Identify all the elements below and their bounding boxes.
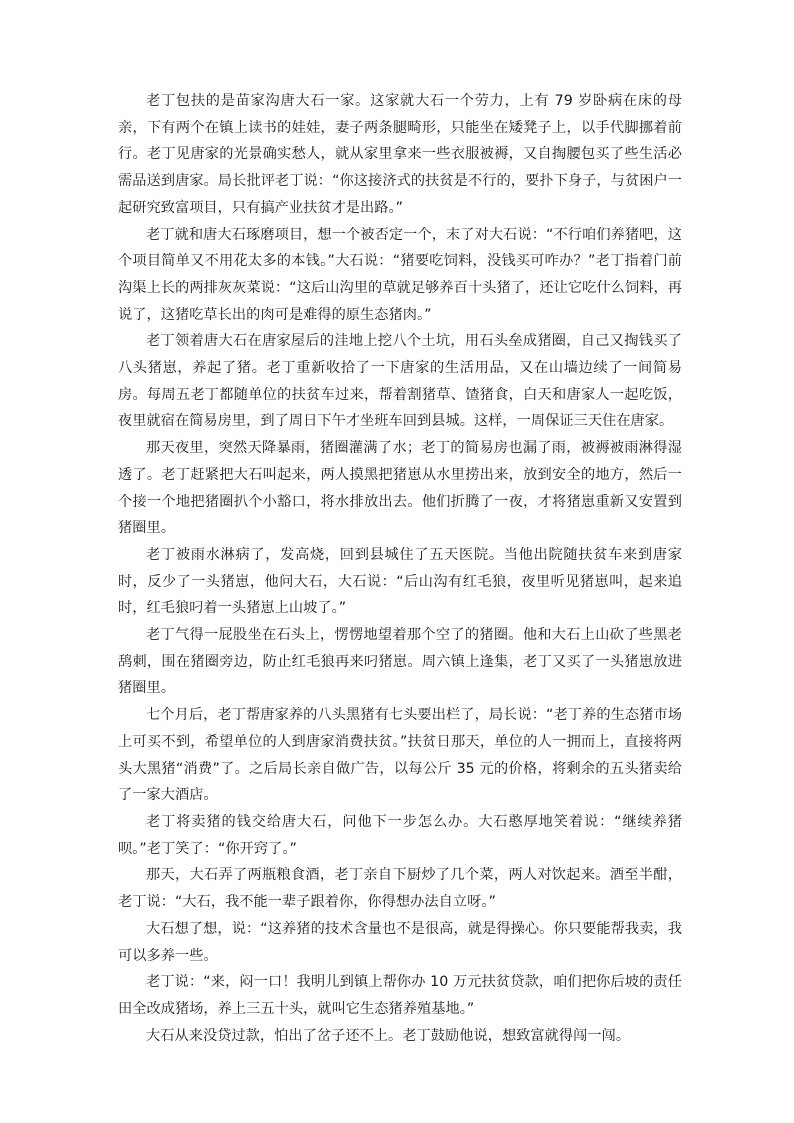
paragraph-1: 老丁包扶的是苗家沟唐大石一家。这家就大石一个劳力，上有 79 岁卧病在床的母亲，下有两个在镇上读书的娃娃，妻子两条腿畸形，只能坐在矮凳子上，以手代脚挪着前行。老丁见唐家的光景确实愁人，就从家里拿来一些衣服被褥，又自掏腰包买了些生活必需品送到唐家。局长批评老丁说：“你这接济式的扶贫是不行的，要扑下身子，与贫困户一起研究致富项目，只有搞产业扶贫才是出路。” [118, 93, 682, 216]
article-body [118, 88, 682, 1049]
paragraph-10: 大石想了想，说：“这养猪的技术含量也不是很高，就是得操心。你只要能帮我卖，我可以多养一些。 [118, 920, 682, 964]
paragraph-7: 七个月后，老丁帮唐家养的八头黑猪有七头要出栏了，局长说：“老丁养的生态猪市场上可买不到，希望单位的人到唐家消费扶贫。”扶贫日那天，单位的人一拥而上，直接将两头大黑猪“消费”了。之后局长亲自做广告，以每公斤 35 元的价格，将剩余的五头猪卖给了一家大酒店。 [118, 707, 682, 804]
paragraph-5: 老丁被雨水淋病了，发高烧，回到县城住了五天医院。当他出院随扶贫车来到唐家时，反少了一头猪崽，他问大石，大石说：“后山沟有红毛狼，夜里听见猪崽叫，起来追时，红毛狼叼着一头猪崽上山坡了。” [118, 546, 682, 617]
paragraph-2: 老丁就和唐大石琢磨项目，想一个被否定一个，末了对大石说：“不行咱们养猪吧，这个项目简单又不用花太多的本钱。”大石说：“猪要吃饲料，没钱买可咋办？”老丁指着门前沟渠上长的两排灰灰菜说：“这后山沟里的草就足够养百十头猪了，还让它吃什么饲料，再说了，这猪吃草长出的肉可是难得的原生态猪肉。” [118, 226, 682, 323]
paragraph-6: 老丁气得一屁股坐在石头上，愣愣地望着那个空了的猪圈。他和大石上山砍了些黑老鸹刺，围在猪圈旁边，防止红毛狼再来叼猪崽。周六镇上逢集，老丁又买了一头猪崽放进猪圈里。 [118, 627, 682, 697]
paragraph-8: 老丁将卖猪的钱交给唐大石，问他下一步怎么办。大石憨厚地笑着说：“继续养猪呗。”老丁笑了：“你开窍了。” [118, 813, 682, 857]
paragraph-9: 那天，大石弄了两瓶粮食酒，老丁亲自下厨炒了几个菜，两人对饮起来。酒至半酣，老丁说：“大石，我不能一辈子跟着你，你得想办法自立呀。” [118, 867, 682, 911]
paragraph-11: 老丁说：“来，闷一口！我明儿到镇上帮你办 10 万元扶贫贷款，咱们把你后坡的责任田全改成猪场，养上三五十头，就叫它生态猪养殖基地。” [118, 974, 682, 1017]
paragraph-4: 那天夜里，突然天降暴雨，猪圈灌满了水；老丁的简易房也漏了雨，被褥被雨淋得湿透了。老丁赶紧把大石叫起来，两人摸黑把猪崽从水里捞出来，放到安全的地方，然后一个接一个地把猪圈扒个小豁口，将水排放出去。他们折腾了一夜，才将猪崽重新又安置到猪圈里。 [118, 440, 682, 537]
paragraph-3: 老丁领着唐大石在唐家屋后的洼地上挖八个土坑，用石头垒成猪圈，自己又掏钱买了八头猪崽，养起了猪。老丁重新收拾了一下唐家的生活用品，又在山墙边续了一间简易房。每周五老丁都随单位的扶贫车过来，帮着割猪草、馇猪食，白天和唐家人一起吃饭，夜里就宿在简易房里，到了周日下午才坐班车回到县城。这样，一周保证三天住在唐家。 [118, 333, 682, 430]
paragraph-12: 大石从来没贷过款，怕出了岔子还不上。老丁鼓励他说，想致富就得闯一闯。 [146, 1027, 631, 1044]
